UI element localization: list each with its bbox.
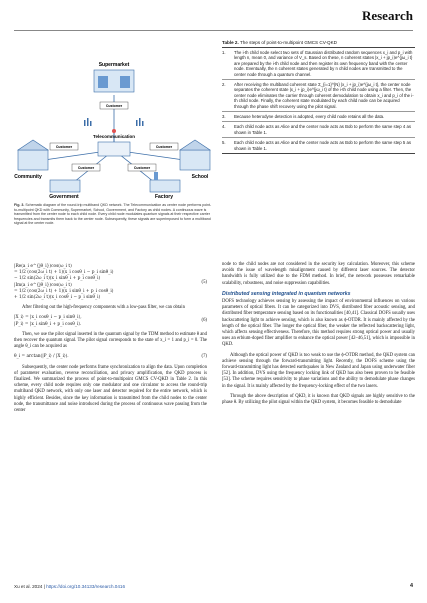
table-row-num: 2.: [222, 82, 226, 88]
paragraph: Although the optical power of QKD is too weak to use the ϕ-OTDR method, the QKD system can achieve sensing through the forward-transmitting light. Recently, the DOFS scheme using the forward-transmitting light has detected earthquakes in New Zealand and Japan using underwater fiber [52]. In addition, DVS using the frequency locking link of QKD has also been proven to be feasible [53]. The scheme requires sensitivity to phase variations and the ability to demodulate phase changes in the signal. It is mainly affected by the frequency-locking effect of the two lasers.: [222, 352, 415, 389]
community-node: [14, 140, 48, 180]
factory-node: [150, 172, 180, 200]
page-number: 4: [410, 583, 413, 589]
label-supermarket: Supermarket: [98, 62, 130, 68]
equation-6: [14, 315, 207, 327]
table-title-text: The steps of point-to-multipoint GMCS CV-QKD: [239, 40, 337, 45]
footer-citation: [14, 584, 125, 589]
equation-7: [14, 354, 207, 360]
paragraph: After filtering out the high-frequency components with a low-pass filter, we can obtain: [22, 305, 185, 311]
network-diagram: [14, 40, 214, 200]
paragraph: DOFS technology achieves sensing by assessing the impact of environmental influences on various parameters of optical fibers. It can be categorized into DVS, distributed fiber acoustic sensing, and distributed fiber temperature sensing based on its functionalities [40,41]. Classical DOFS usually uses backscattering light to achieve sensing, which is also known as ϕ-OTDR. It is mainly affected by the length of the optical fiber. The longer the optical fiber, the weaker the reflected backscattering light, which affects sensing effectiveness. Therefore, this method requires strong optical power and usually uses an erbium-doped fiber amplifier to enhance the optical power [42–46,51], which is impossible in QKD.: [222, 299, 415, 348]
table-row: [222, 112, 415, 122]
table-row-text: The i-th child node select two sets of Gaussian distributed random sequences x_i and p_i with length n, mean 0, and variance of V_s. Based on these, n coherent states |x_i + jp_i⟩e^{jω_i t} are prepared by the i-th child node and then register its own frequency band with the center node. Eventually, the n coherent states generated by n child nodes are transmitted to the center node through a quantum channel.: [234, 50, 413, 77]
table-title-label: Table 2.: [222, 40, 239, 45]
network-figure: [14, 40, 214, 200]
header-rule: [14, 30, 413, 31]
figure-caption-label: Fig. 3.: [14, 203, 25, 207]
eq6-label: (6): [201, 318, 207, 324]
eq5-line: = 1/2 (cos(2ω_i t) + 1)(x_i sinθ_i + p_i cosθ_i): [14, 288, 114, 294]
customer-tag-2: Customer: [55, 145, 73, 149]
figure-caption: [14, 203, 214, 226]
table-row-num: 1.: [222, 50, 226, 55]
citation-text: Xu et al. 2024 |: [14, 584, 45, 589]
eq5-line: − 1/2 sin(2ω_i t)(x_i sinθ_i + p_i cosθ_i): [14, 276, 101, 282]
telecom-node: [93, 129, 135, 156]
table-row-num: 4.: [222, 124, 226, 130]
eq5-line: |Re(a_i e^{jθ_i})cos(ω_i t): [14, 264, 72, 269]
paragraph: Subsequently, the center node performs frame synchronization to align the data. Upon completion of parameter evaluation, reverse reconciliation, and privacy amplification, the QKD process is finalized. We summarized the process of point-to-multipoint GMCS CV-QKD in Table 2. In this scheme, every child node requires only one modulator and one circulator to access the round-trip multiband QKD network, with only one laser and detector required for the entire network, which is highly efficient. Besides, since the key information is transmitted from the child nodes to the center node, the transmittance and noise introduced during the process of continuous wave passing from the center: [14, 364, 207, 414]
table-row: [222, 122, 415, 138]
figure-caption-text: Schematic diagram of the round-trip multiband QKD network. The Telecommunication as center node performs point-to-multipoint QKD with Community, Supermarket, School, Government, and Factory as child nodes. A continuous wave is transmitted from the center node to each child node. Every child node modulates quantum signals at their respective carrier frequencies and transmits them back to the center node. Subsequently, these signals are superimposed to form a multiband signal at the center node.: [14, 203, 212, 226]
equation-5: [14, 264, 207, 301]
label-factory: Factory: [154, 194, 174, 200]
eq6-line: |P_i⟩ = |x_i sinθ_i + p_i cosθ_i⟩.: [14, 321, 82, 327]
eq5-line: = 1/2 (cos(2ω_i t) + 1)(x_i cosθ_i − p_i sinθ_i): [14, 270, 114, 276]
label-community: Community: [14, 174, 42, 180]
steps-table: [222, 40, 415, 154]
table-title: [222, 40, 415, 48]
customer-tag-1: Customer: [105, 104, 123, 108]
table-row-num: 5.: [222, 140, 226, 146]
customer-tag-4: Customer: [77, 166, 95, 170]
supermarket-node: [94, 62, 134, 92]
table-row: [222, 48, 415, 80]
left-column: [14, 262, 207, 418]
table-row: [222, 138, 415, 154]
eq7-line: θ_i = arctan(|P_i⟩ / |X_i⟩).: [14, 354, 69, 360]
label-government: Government: [49, 194, 79, 200]
customer-tag-3: Customer: [155, 145, 173, 149]
table-row-text: Each child node acts as Alice and the center node acts as Bob to perform the same step 4 as shown in Table 1.: [234, 124, 411, 135]
government-node: [49, 180, 80, 200]
paragraph: Then, we use the pilot signal inserted in the quantum signal by the TDM method to estimate θ and then recover the quantum signal. The pilot signal corresponds to the state of x_i = 1 and p_i = 0. The angle θ_i can be acquired as: [14, 331, 207, 350]
eq7-label: (7): [201, 354, 207, 360]
school-node: [180, 140, 210, 180]
customer-tag-5: Customer: [133, 166, 151, 170]
eq6-line: |X_i⟩ = |x_i cosθ_i − p_i sinθ_i⟩,: [14, 315, 82, 321]
table-row-num: 3.: [222, 114, 226, 120]
table-row-text: Each child node acts as Alice and the center node acts as Bob to perform the same step 5 as shown in Table 1.: [234, 140, 411, 151]
eq5-label: (5): [201, 280, 207, 285]
paragraph: Through the above description of QKD, it is known that QKD signals are highly sensitive to the phase θ. By utilizing the pilot signal within the QKD system, it becomes feasible to demodulate: [222, 393, 415, 406]
doi-link[interactable]: https://doi.org/10.34133/research.0416: [46, 584, 126, 589]
table-row-text: After receiving the multiband coherent state Σ_{i=1}^{N} |x_i + jp_i⟩e^{jω_i t}, the center node separates the coherent state |x_i + jp_i⟩e^{jω_i t} of the i-th child node using a filter. Then, the center node eliminates the carrier through coherent demodulation to obtain x_i and p_i of the i-th child node. Finally, the coherent state modulated by each child node can be acquired through the phase shift recovery using the pilot signal.: [234, 82, 414, 109]
paragraph: node to the child nodes are not considered in the security key calculation. Moreover, this scheme avoids the issue of wavelength misalignment caused by different laser sources. The detector bandwidth is fully utilized due to the FDM method. In brief, the network possesses remarkable scalability, robustness, and noise suppression capabilities.: [222, 262, 415, 286]
table-row-text: Because heterodyne detection is adopted, every child node retains all the data.: [234, 114, 385, 120]
section-heading: Distributed sensing integrated in quantum networks: [222, 290, 351, 297]
eq5-line: |Im(a_i e^{jθ_i})cos(ω_i t): [14, 282, 72, 288]
right-column: [222, 262, 415, 410]
journal-name: Research: [361, 8, 413, 23]
eq5-line: + 1/2 sin(2ω_i t)(x_i cosθ_i − p_i sinθ_i): [14, 295, 101, 301]
label-school: School: [191, 174, 209, 180]
label-telecom: Telecommunication: [93, 134, 135, 139]
table-row: [222, 80, 415, 112]
